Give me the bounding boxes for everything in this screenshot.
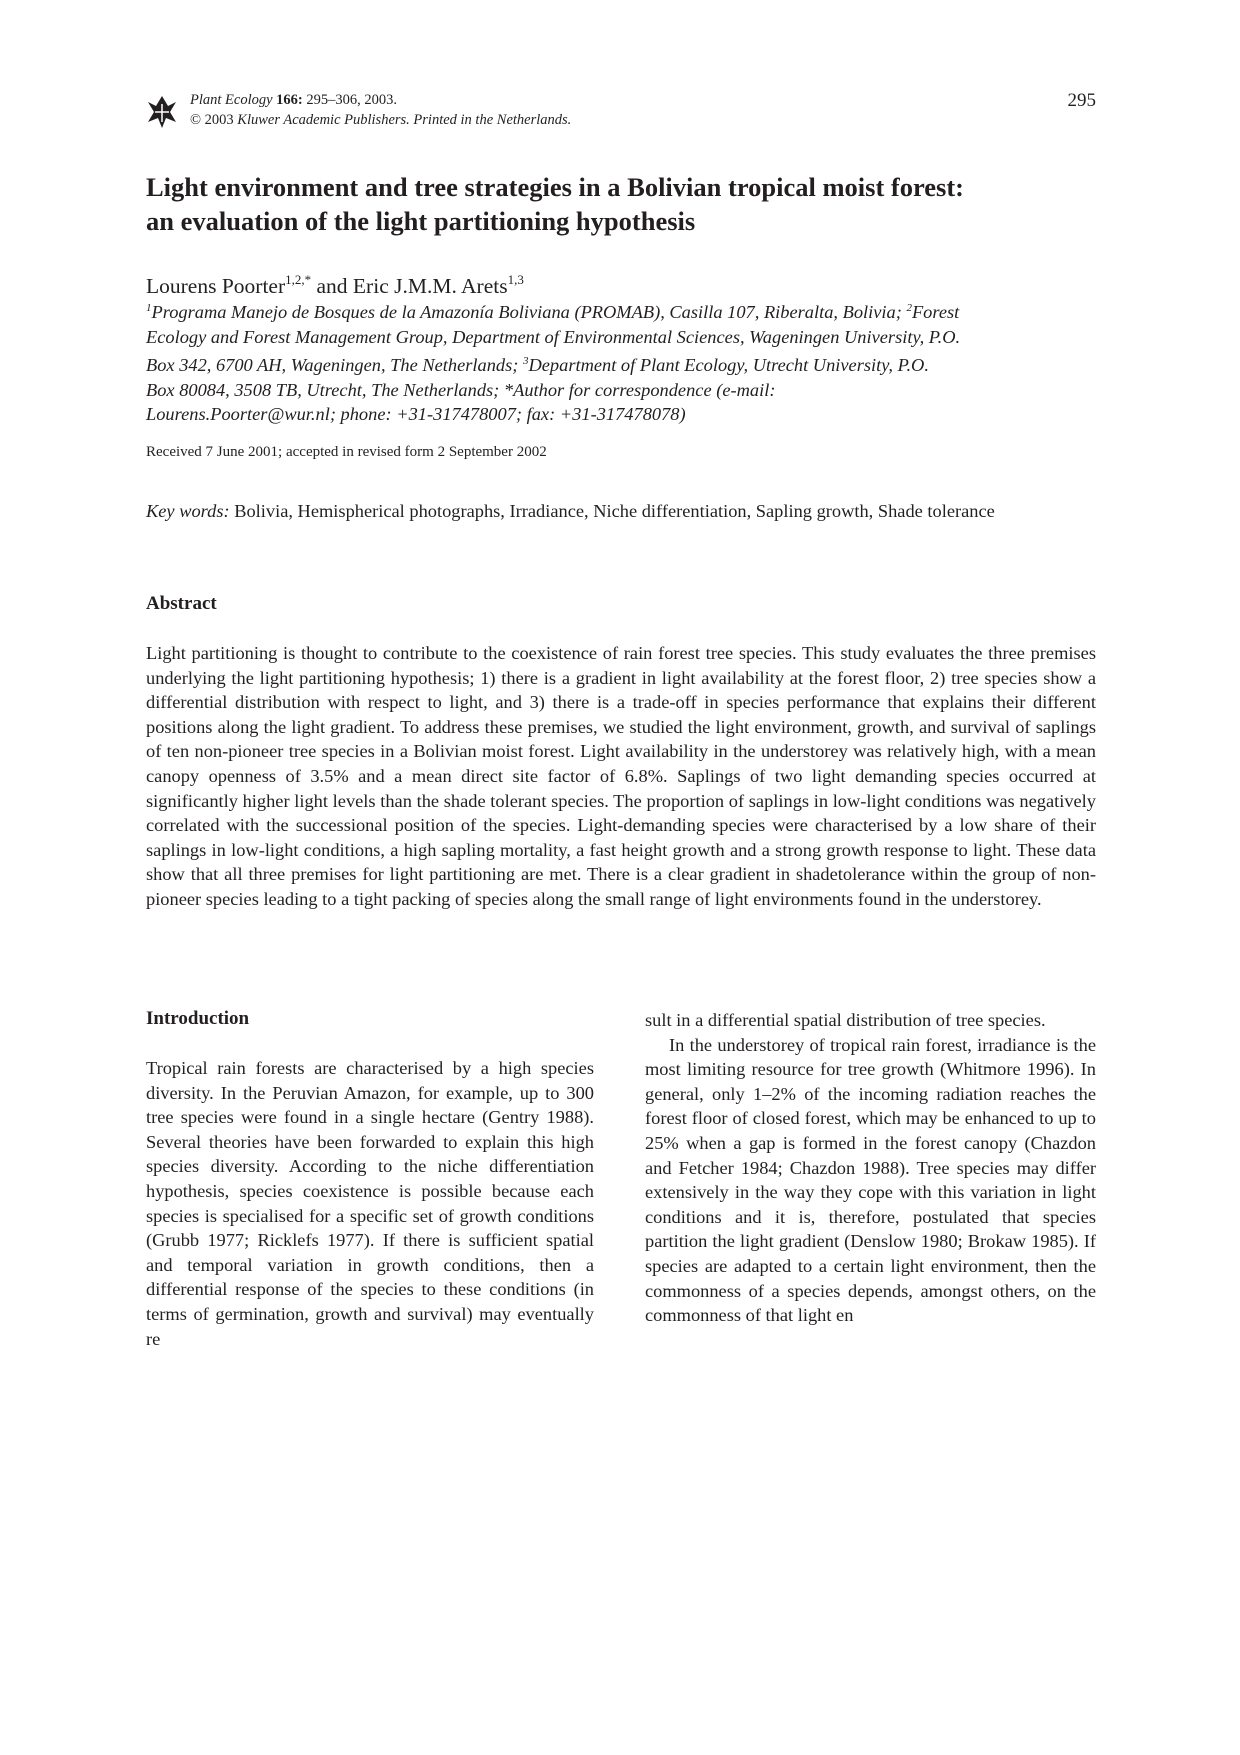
correspondence-line: Lourens.Poorter@wur.nl; phone: +31-317478007; fax: +31-317478078) — [146, 404, 686, 425]
page-number: 295 — [1067, 90, 1096, 111]
affiliation-text: Forest — [911, 302, 960, 322]
keywords-text: Bolivia, Hemispherical photographs, Irradiance, Niche differentiation, Sapling growth, Shade tolerance — [229, 501, 995, 521]
title-line-1: Light environment and tree strategies in a Bolivian tropical moist forest: — [146, 172, 965, 202]
affiliation-line: Ecology and Forest Management Group, Department of Environmental Sciences, Wageningen University, P.O. — [146, 326, 961, 347]
journal-name: Plant Ecology — [190, 92, 273, 108]
affiliation-text: Department of Plant Ecology, Utrecht University, P.O. — [528, 355, 929, 376]
affiliation-text: Box 342, 6700 AH, Wageningen, The Netherlands; — [146, 355, 523, 376]
author-list — [146, 266, 524, 300]
publisher-text: Kluwer Academic Publishers. Printed in the Netherlands. — [237, 112, 572, 128]
affiliation-line — [146, 349, 1096, 378]
author-affiliation-marker: 1,2,* — [285, 272, 312, 287]
received-dates: Received 7 June 2001; accepted in revised form 2 September 2002 — [146, 444, 547, 460]
running-header — [146, 90, 1096, 136]
author-affiliation-marker: 1,3 — [507, 272, 524, 287]
keywords — [146, 499, 1096, 524]
introduction-right-column — [645, 1008, 1096, 1328]
affiliation-line: Box 80084, 3508 TB, Utrecht, The Netherlands; *Author for correspondence (e-mail: — [146, 379, 776, 400]
affiliation-marker: 3 — [522, 355, 529, 368]
affiliation-marker: 1 — [146, 302, 152, 314]
affiliation-line — [146, 296, 1096, 325]
abstract-heading: Abstract — [146, 593, 217, 614]
copyright-symbol: © 2003 — [190, 112, 238, 128]
author-conjunction: and — [311, 274, 353, 298]
copyright-line — [190, 110, 571, 130]
introduction-left-column: Tropical rain forests are characterised by a high species diversity. In the Peruvian Amazon, for example, up to 300 tree species were found in a single hectare (Gentry 1988). Several theories have been forwarded to explain this high species diversity. According to the niche differentiation hypothesis, species coexistence is possible because each species is specialised for a specific set of growth conditions (Grubb 1977; Ricklefs 1977). If there is sufficient spatial and temporal variation in growth conditions, then a differential response of the species to these conditions (in terms of germination, growth and survival) may eventually re — [146, 1058, 594, 1349]
introduction-heading: Introduction — [146, 1008, 250, 1029]
abstract-text: Light partitioning is thought to contribute to the coexistence of rain forest tree species. This study evaluates the three premises underlying the light partitioning hypothesis; 1) there is a gradient in light availability at the forest floor, 2) tree species show a differential distribution with respect to light, and 3) there is a trade-off in species performance that explains their different positions along the light gradient. To address these premises, we studied the light environment, growth, and survival of saplings of ten non-pioneer tree species in a Bolivian moist forest. Light availability in the understorey was relatively high, with a mean canopy openness of 3.5% and a mean direct site factor of 6.8%. Saplings of two light demanding species occurred at significantly higher light levels than the shade tolerant species. The proportion of saplings in low-light conditions was negatively correlated with the successional position of the species. Light-demanding species were characterised by a low share of their saplings in low-light conditions, a high sapling mortality, a fast height growth and a strong growth response to light. These data show that all three premises for light partitioning are met. There is a clear gradient in shadetolerance within the group of non-pioneer species leading to a tight packing of species along the small range of light environments found in the understorey. — [146, 643, 1096, 909]
journal-pages: 295–306, 2003. — [302, 92, 398, 108]
keywords-label: Key words: — [146, 501, 230, 521]
publisher-logo-icon — [146, 94, 178, 130]
journal-volume: 166: — [276, 92, 303, 108]
journal-line — [190, 90, 571, 110]
affiliation-marker: 2 — [906, 302, 912, 314]
paragraph: In the understorey of tropical rain forest, irradiance is the most limiting resource for tree growth (Whitmore 1996). In general, only 1–2% of the incoming radiation reaches the forest floor of closed forest, which may be enhanced to up to 25% when a gap is formed in the forest canopy (Chazdon and Fetcher 1984; Chazdon 1988). Tree species may differ extensively in the way they cope with this variation in light conditions and it is, therefore, postulated that species partition the light gradient (Denslow 1980; Brokaw 1985). If species are adapted to a certain light environment, then the commonness of a species depends, amongst others, on the commonness of that light en — [645, 1034, 1096, 1326]
paragraph-continuation: sult in a differential spatial distribution of tree species. — [645, 1010, 1046, 1030]
journal-citation — [190, 90, 571, 130]
paper-title — [146, 170, 1096, 238]
author-name: Lourens Poorter — [146, 274, 286, 298]
affiliation-text: Programa Manejo de Bosques de la Amazonía Boliviana (PROMAB), Casilla 107, Riberalta, Bolivia; — [151, 302, 907, 322]
author-name: Eric J.M.M. Arets — [352, 274, 508, 298]
affiliations — [146, 296, 1096, 427]
title-line-2: an evaluation of the light partitioning hypothesis — [146, 206, 696, 236]
